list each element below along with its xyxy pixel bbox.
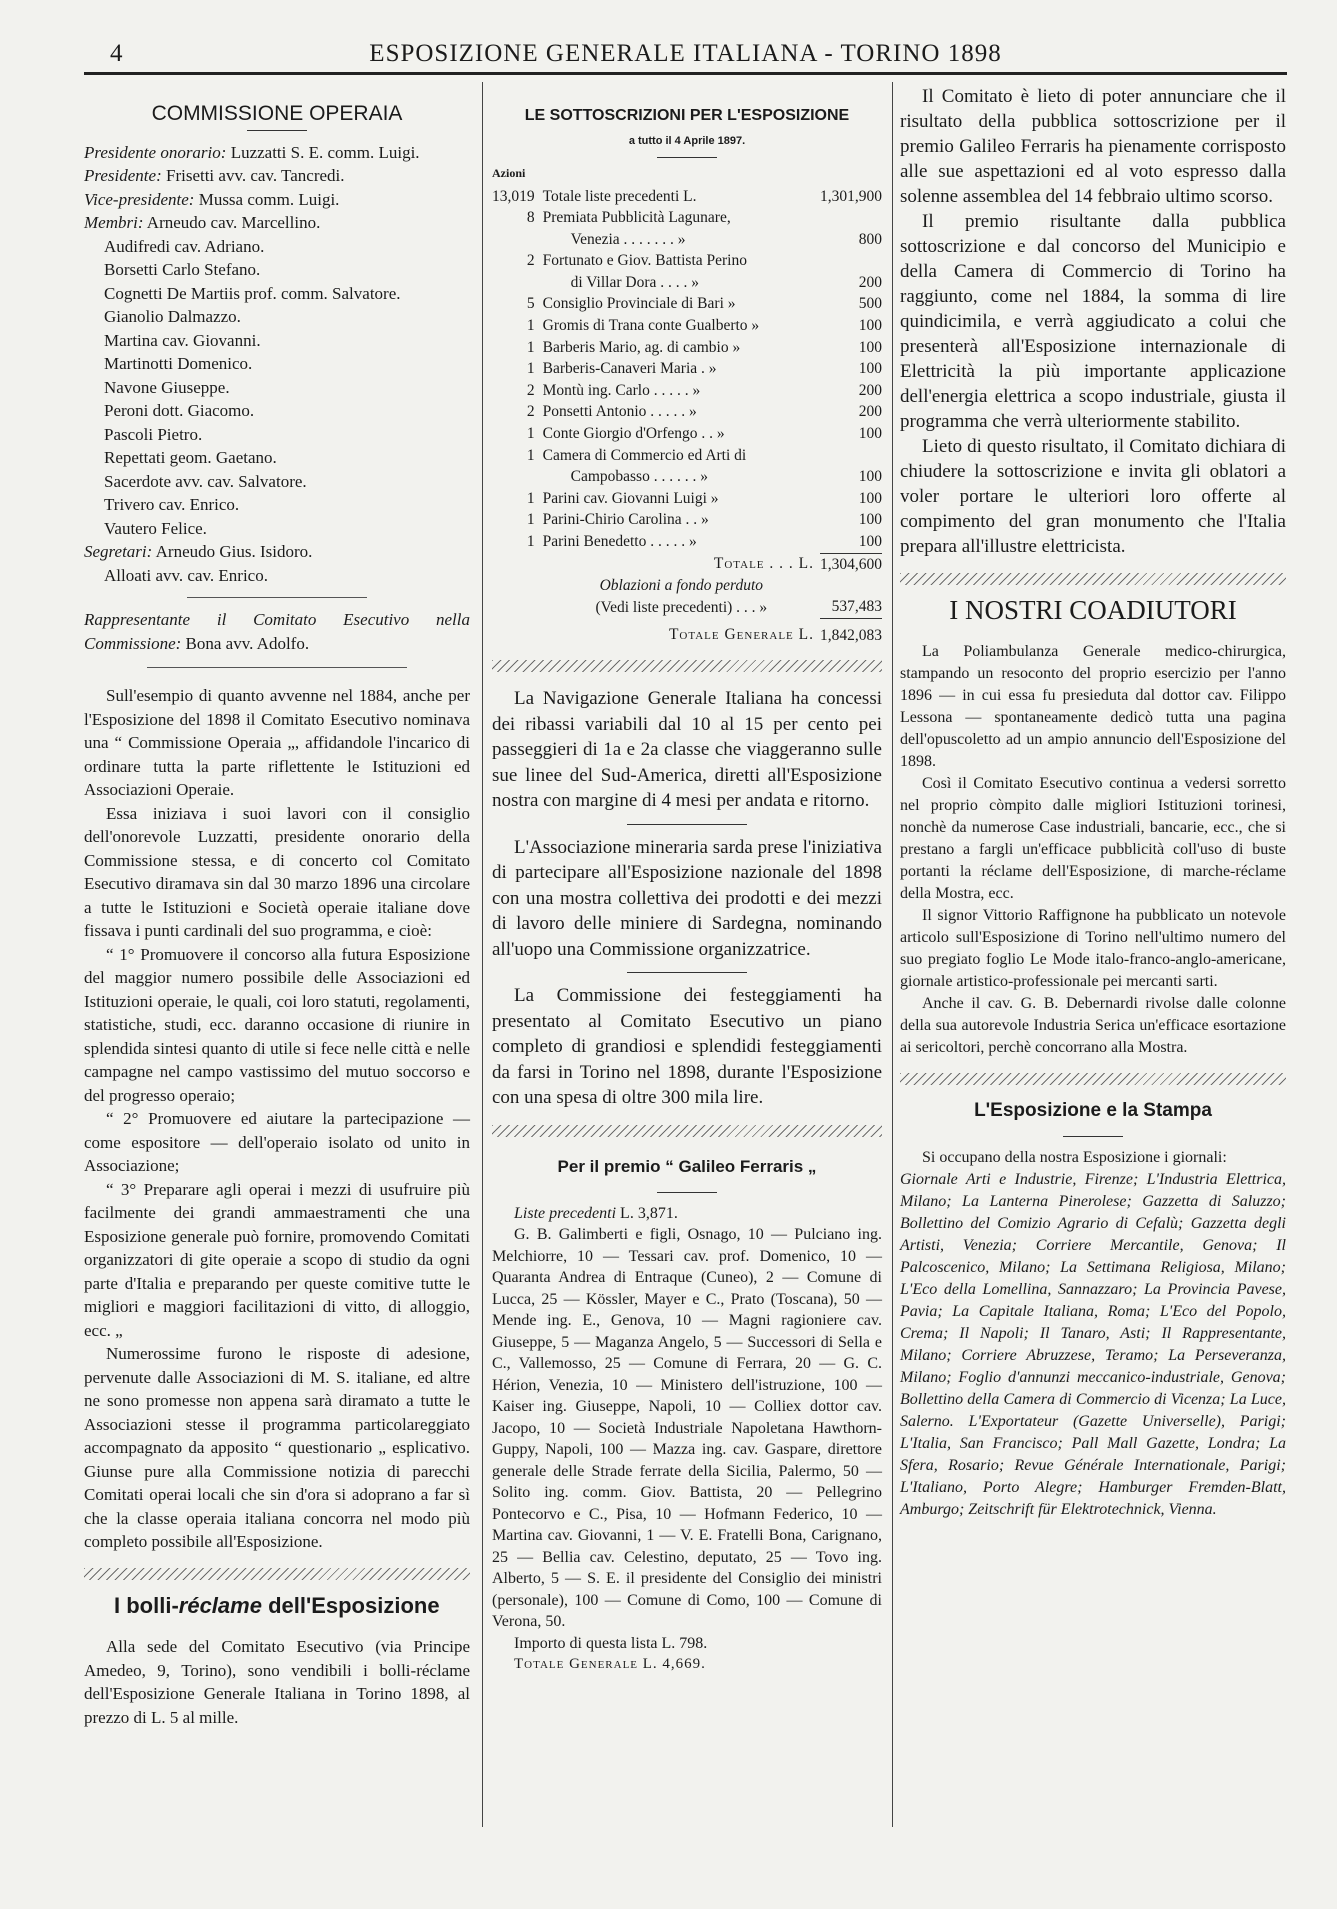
table-row xyxy=(492,423,882,445)
table-row xyxy=(492,229,882,251)
subscription-count: 1 xyxy=(526,446,535,464)
subscription-amount: 100 xyxy=(858,338,882,356)
subscription-name: Consiglio Provinciale di Bari » xyxy=(542,295,736,313)
subscription-count: 8 xyxy=(526,209,535,227)
subscription-count: 1 xyxy=(526,338,535,356)
subscription-count: 13,019 xyxy=(492,187,535,205)
section-title-coadiutori: I NOSTRI COADIUTORI xyxy=(949,595,1237,625)
committee-member: Alloati avv. cav. Enrico. xyxy=(104,565,268,585)
article-paragraph: Anche il cav. G. B. Debernardi rivolse dalle colonne della sua autorevole Industria Serica un'efficace esortazione ai sericoltori, perchè concorrano alla Mostra. xyxy=(900,994,1286,1056)
rappresentante-note: Rappresentante il Comitato Esecutivo nella Commissione: Bona avv. Adolfo. xyxy=(84,610,470,653)
subscription-amount: 800 xyxy=(858,230,882,248)
divider xyxy=(627,972,747,973)
subscription-name: Parini cav. Giovanni Luigi » xyxy=(542,489,719,507)
subscription-name: Parini Benedetto . . . . . » xyxy=(542,533,697,550)
section-title-commissione: COMMISSIONE OPERAIA xyxy=(151,102,403,125)
wave-separator xyxy=(492,1125,882,1137)
divider xyxy=(627,824,747,825)
subscription-name: Premiata Pubblicità Lagunare, xyxy=(542,209,731,227)
liste-precedenti: Liste precedenti L. 3,871. xyxy=(514,1205,678,1223)
subscription-count: 1 xyxy=(526,317,535,335)
subscription-amount: 200 xyxy=(858,403,882,421)
subscription-amount xyxy=(820,250,882,272)
table-row xyxy=(492,337,882,359)
section-title-ferraris: Per il premio “ Galileo Ferraris „ xyxy=(557,1156,817,1176)
article-paragraph: Così il Comitato Esecutivo continua a vedersi sorretto nel proprio còmpito dalle migliori Istituzioni torinesi, nonchè da numerose Case industriali, bancarie, ecc., che si prestano a fargli un'efficace pubblicità coll'uso di buste portanti la réclame dell'Esposizione, di marche-réclame della Mostra, ecc. xyxy=(900,774,1286,902)
subscription-amount: 100 xyxy=(858,360,882,378)
committee-member: Trivero cav. Enrico. xyxy=(104,495,240,514)
subscription-amount: 100 xyxy=(858,425,882,443)
section-title-sottoscrizioni: LE SOTTOSCRIZIONI PER L'ESPOSIZIONE xyxy=(524,107,850,124)
article-paragraph: La Commissione dei festeggiamenti ha presentato al Comitato Esecutivo un piano completo di grandiosi e splendidi festeggiamenti da farsi in Torino nel 1898, durante l'Esposizione con una spesa di oltre 300 mila lire. xyxy=(492,985,882,1109)
subscription-table xyxy=(492,186,882,647)
committee-member: Cognetti De Martiis prof. comm. Salvatore. xyxy=(104,283,401,303)
divider xyxy=(187,597,367,598)
table-row: Oblazioni a fondo perduto (Vedi liste precedenti) . . . » 537,483 xyxy=(595,577,882,616)
committee-member: Navone Giuseppe. xyxy=(104,377,230,397)
azioni-label: Azioni xyxy=(492,166,526,180)
committee-member: Martina cav. Giovanni. xyxy=(104,330,261,350)
committee-member: Gianolio Dalmazzo. xyxy=(104,307,241,326)
subscription-amount: 1,301,900 xyxy=(820,187,882,205)
section-title-stampa: L'Esposizione e la Stampa xyxy=(974,1099,1212,1121)
ferraris-announcement xyxy=(900,84,1286,559)
page-number: 4 xyxy=(110,40,123,67)
table-row: Totale Generale L. 1,842,083 xyxy=(492,618,882,646)
subscription-name: Barberis Mario, ag. di cambio » xyxy=(542,338,741,356)
subscription-amount: 100 xyxy=(858,511,882,529)
donor-list: G. B. Galimberti e figli, Osnago, 10 — Pulciano ing. Melchiorre, 10 — Tessari cav. prof. Domenico, 10 — Quaranta Andrea di Entraque (Cuneo), 2 — Comune di Lucca, 25 — Kössler, Mayer e C., Prato (Toscana), 50 — Mende ing. E., Genova, 10 — Magni ragioniere cav. Giuseppe, 5 — Maganza Angelo, 5 — Successori di Sella e C., Vallemosso, 25 — Comune di Ferrara, 20 — G. C. Hérion, Venezia, 10 — Ministero dell'istruzione, 100 — Kaiser ing. Giuseppe, Napoli, 10 — Colliex dottor cav. Jacopo, 10 — Società Industriale Napoletana Hawthorn-Guppy, Napoli, 100 — Mazza ing. cav. Gaspare, direttore generale delle Strade ferrate della Sicilia, Palermo, 50 — Solito ing. comm. Giov. Battista, 20 — Pellegrino Pontecorvo e C., Pisa, 10 — Hofmann Federico, 10 — Martina cav. Giovanni, 1 — V. E. Fratelli Bona, Carignano, 25 — Bellia cav. Celestino, deputato, 25 — Tovo ing. Alberto, 5 — S. E. il presidente del Consiglio dei ministri (personale), 100 — Comune di Como, 100 — Comune di Verona, 50. xyxy=(492,1226,882,1631)
importo-line: Importo di questa lista L. 798. xyxy=(514,1634,708,1652)
section-subtitle: a tutto il 4 Aprile 1897. xyxy=(628,134,746,147)
column-divider xyxy=(482,82,483,1827)
article-paragraph: “ 3° Preparare agli operai i mezzi di usufruire più facilmente dei grandi ammaestramenti che una Esposizione generale può fornire, promovendo Comitati organizzatori di gite operaie a scopo di studio da ogni parte d'Italia e preparando per queste comitive tutte le migliori e maggiori facilitazioni di vitto, di alloggio, ecc. „ xyxy=(84,1179,470,1340)
subscription-name: Parini-Chirio Carolina . . » xyxy=(542,511,709,529)
subscription-amount: 100 xyxy=(858,317,882,335)
subscription-amount: 500 xyxy=(858,295,882,313)
committee-list xyxy=(84,141,470,588)
table-row xyxy=(492,186,882,208)
subscription-name: Conte Giorgio d'Orfengo . . » xyxy=(542,425,725,443)
page-header xyxy=(84,30,1287,74)
subscription-name: di Villar Dora . . . . » xyxy=(570,273,699,291)
table-row xyxy=(492,293,882,315)
committee-member: Borsetti Carlo Stefano. xyxy=(104,260,261,279)
subscription-amount: 100 xyxy=(858,489,882,507)
article-paragraph: Alla sede del Comitato Esecutivo (via Principe Amedeo, 9, Torino), sono vendibili i bolli-réclame dell'Esposizione Generale Italiana in Torino 1898, al prezzo di L. 5 al mille. xyxy=(84,1637,470,1727)
article-paragraph: Lieto di questo risultato, il Comitato dichiara di chiudere la sottoscrizione e invita gli oblatori a voler portare le ulteriori loro offerte al compimento del gran monumento che l'Italia prepara all'illustre elettricista. xyxy=(900,436,1286,557)
subscription-count: 1 xyxy=(526,360,535,378)
article-paragraph: “ 2° Promuovere ed aiutare la partecipazione — come espositore — dell'operaio isolato od unito in Associazione; xyxy=(84,1109,470,1175)
article-paragraph: Il premio risultante dalla pubblica sottoscrizione e dal concorso del Municipio e della Camera di Commercio di Torino ha raggiunto, come nel 1884, la somma di lire quindicimila, e verrà aggiudicato a colui che presenterà all'Esposizione internazionale di Elettricità la più importante applicazione dell'energia elettrica a scopo industriale, giusta il programma che verrà ulteriormente stabilito. xyxy=(900,211,1286,432)
subscription-count: 1 xyxy=(526,511,535,529)
subscription-count xyxy=(492,272,543,294)
subscription-name: Campobasso . . . . . . » xyxy=(570,468,708,486)
table-row xyxy=(492,272,882,294)
title-rule xyxy=(657,157,717,158)
newspaper-list: Giornale Arti e Industrie, Firenze; L'Industria Elettrica, Milano; La Lanterna Pinerolese; Gazzetta di Saluzzo; Bollettino del Comizio Agrario di Cefalù; Gazzetta degli Artisti, Venezia; Corriere Mercantile, Genova; Il Palcoscenico, Milano; La Settimana Religiosa, Milano; L'Eco della Lomellina, Sannazzaro; La Provincia Pavese, Pavia; La Capitale Italiana, Roma; L'Eco del Popolo, Crema; Il Napoli; Il Tanaro, Asti; Il Rappresentante, Milano; Corriere Abruzzese, Teramo; La Perseveranza, Milano; Foglio d'annunzi meccanico-industriale, Genova; Bollettino della Camera di Commercio di Vicenza; La Luce, Salerno. L'Exportateur (Gazette Universelle), Parigi; L'Italia, San Francisco; Pall Mall Gazette, Londra; La Sfera, Rosario; Revue Générale Internationale, Parigi; L'Italiano, Porto Alegre; Hamburger Fremden-Blatt, Amburgo; Zeitschrift für Elektrotechnick, Vienna. xyxy=(900,1171,1286,1518)
subscription-amount: 100 xyxy=(858,533,882,550)
article-paragraph: Il Comitato è lieto di poter annunciare che il risultato della pubblica sottoscrizione per il premio Galileo Ferraris ha pienamente corrisposto alle sue aspettazioni ed al voto espresso dalla solenne assemblea del 14 febbraio ultimo scorso. xyxy=(900,86,1286,207)
table-row: Totale . . . L. 1,304,600 xyxy=(492,553,882,575)
article-paragraph: “ 1° Promuovere il concorso alla futura Esposizione del maggior numero possibile delle Associazioni ed Istituzioni operaie, le quali, coi loro statuti, regolamenti, statistiche, studi, ecc. daranno occasione di riunire in splendida sintesi quanto di utile si fece nelle città e nelle campagne nel campo vastissimo del mutuo soccorso e del progresso operaio; xyxy=(84,944,470,1105)
table-row xyxy=(492,315,882,337)
table-row xyxy=(492,380,882,402)
subscription-name: Fortunato e Giov. Battista Perino xyxy=(542,252,747,270)
committee-entry: Presidente: Frisetti avv. cav. Tancredi. xyxy=(84,166,345,185)
subscription-count: 1 xyxy=(526,533,535,550)
article-paragraph: L'Associazione mineraria sarda prese l'iniziativa di partecipare all'Esposizione nazionale del 1898 con una mostra collettiva dei prodotti e dei mezzi di lavoro delle miniere di Sardegna, nominando all'uopo una Commissione organizzatrice. xyxy=(492,836,882,960)
table-row xyxy=(492,358,882,380)
table-row xyxy=(492,445,882,467)
subscription-name: Barberis-Canaveri Maria . » xyxy=(542,360,717,378)
header-rule xyxy=(84,72,1287,75)
committee-member: Vautero Felice. xyxy=(104,518,207,538)
column-left xyxy=(84,84,470,1729)
title-rule xyxy=(657,1192,717,1193)
subscription-count xyxy=(492,229,543,251)
subscription-count xyxy=(492,466,543,488)
subscription-name: Montù ing. Carlo . . . . . » xyxy=(542,381,701,399)
subscription-name: Ponsetti Antonio . . . . . » xyxy=(542,403,697,421)
totale-generale-line: Totale Generale L. 4,669. xyxy=(514,1655,706,1672)
table-row xyxy=(492,401,882,423)
subscription-name: Totale liste precedenti L. xyxy=(542,187,697,205)
column-right xyxy=(900,84,1286,1521)
article-paragraph: Il signor Vittorio Raffignone ha pubblicato un notevole articolo sull'Esposizione di Torino nell'ultimo numero del suo pregiato foglio Le Mode italo-franco-anglo-americane, giornale artistico-professionale pei mercanti sarti. xyxy=(900,906,1286,990)
subscription-count: 1 xyxy=(526,425,535,443)
article-paragraph: Numerossime furono le risposte di adesione, pervenute dalle Associazioni di M. S. italiane, ed altre ne sono promesse non appena sarà diramato a tutte le Associazioni stesse il programma particolareggiato accompagnato da apposito “ questionario „ esplicativo. Giunse pure alla Commissione notizia di parecchi Comitati operai locali che sin d'ora si adoprano a far sì che la classe operaia italiana concorra nel modo più completo possibile all'Esposizione. xyxy=(84,1344,470,1551)
stampa-article xyxy=(900,1147,1286,1521)
table-row xyxy=(492,488,882,510)
committee-member: Peroni dott. Giacomo. xyxy=(104,401,255,420)
wave-separator xyxy=(900,573,1286,585)
column-middle xyxy=(492,84,882,1675)
article-paragraph: Essa iniziava i suoi lavori con il consiglio dell'onorevole Luzzatti, presidente onorario della Commissione stessa, e di concerto col Comitato Esecutivo diramava sin dal 30 marzo 1896 una circolare a tutte le Istituzioni e Società operaie italiane dove fissava i punti cardinali del suo programma, e cioè: xyxy=(84,803,470,940)
wave-separator xyxy=(492,660,882,672)
table-row xyxy=(492,207,882,229)
wave-separator xyxy=(900,1073,1286,1085)
table-row xyxy=(492,250,882,272)
subscription-count: 1 xyxy=(526,489,535,507)
committee-member: Repettati geom. Gaetano. xyxy=(104,448,277,467)
column-divider xyxy=(892,82,893,1827)
coadiutori-article xyxy=(900,641,1286,1059)
subscription-amount: 100 xyxy=(858,468,882,486)
subscription-name: Gromis di Trana conte Gualberto » xyxy=(542,317,760,335)
title-rule xyxy=(1063,1136,1123,1137)
committee-entry: Segretari: Arneudo Gius. Isidoro. xyxy=(84,542,313,561)
committee-member: Sacerdote avv. cav. Salvatore. xyxy=(104,471,307,491)
committee-entry: Vice-presidente: Mussa comm. Luigi. xyxy=(84,189,340,209)
article-paragraph: La Poliambulanza Generale medico-chirurgica, stampando un resoconto del proprio esercizio per l'anno 1896 — in cui essa fu presieduta dal dottor cav. Filippo Lessona — spontaneamente dedicò tutta una pagina dell'opuscoletto ad un ampio annuncio dell'Esposizione del 1898. xyxy=(900,642,1286,770)
subscription-name: Venezia . . . . . . . » xyxy=(570,230,686,248)
committee-entry: Presidente onorario: Luzzatti S. E. comm. Luigi. xyxy=(84,142,420,162)
subscription-name: Camera di Commercio ed Arti di xyxy=(542,446,747,464)
subscription-amount xyxy=(820,445,882,467)
article-paragraph: La Navigazione Generale Italiana ha concessi dei ribassi variabili dal 10 al 15 per cento pei passeggieri di 1a e 2a classe che viaggeranno sulle sue linee del Sud-America, diretti all'Esposizione nostra con margine di 4 mesi per andata e ritorno. xyxy=(492,688,882,812)
subscription-count: 5 xyxy=(526,295,535,313)
committee-member: Martinotti Domenico. xyxy=(104,354,253,373)
table-row xyxy=(492,509,882,531)
subscription-count: 2 xyxy=(526,403,535,421)
wave-separator xyxy=(84,1568,470,1580)
subscription-amount: 200 xyxy=(858,273,882,291)
article-paragraph: Sull'esempio di quanto avvenne nel 1884, anche per l'Esposizione del 1898 il Comitato Esecutivo nominava una “ Commissione Operaia „, affidandole l'incarico di ordinare tutta la parte riflettente le Istituzioni ed Associazioni Operaie. xyxy=(84,686,470,799)
divider xyxy=(147,667,407,668)
subscription-amount: 200 xyxy=(858,381,882,399)
committee-member: Audifredi cav. Adriano. xyxy=(104,236,265,256)
subscription-count: 2 xyxy=(526,252,535,270)
committee-member: Pascoli Pietro. xyxy=(104,424,203,444)
table-row xyxy=(492,466,882,488)
page-title: ESPOSIZIONE GENERALE ITALIANA - TORINO 1898 xyxy=(369,40,1002,67)
article-paragraph: Si occupano della nostra Esposizione i giornali: xyxy=(922,1149,1227,1166)
section-title-bolli: I bolli-réclame dell'Esposizione xyxy=(114,1592,440,1618)
committee-entry: Membri: Arneudo cav. Marcellino. xyxy=(84,213,321,232)
subscription-count: 2 xyxy=(526,381,535,399)
title-rule xyxy=(247,130,307,131)
subscription-amount xyxy=(820,207,882,229)
table-row xyxy=(492,531,882,553)
